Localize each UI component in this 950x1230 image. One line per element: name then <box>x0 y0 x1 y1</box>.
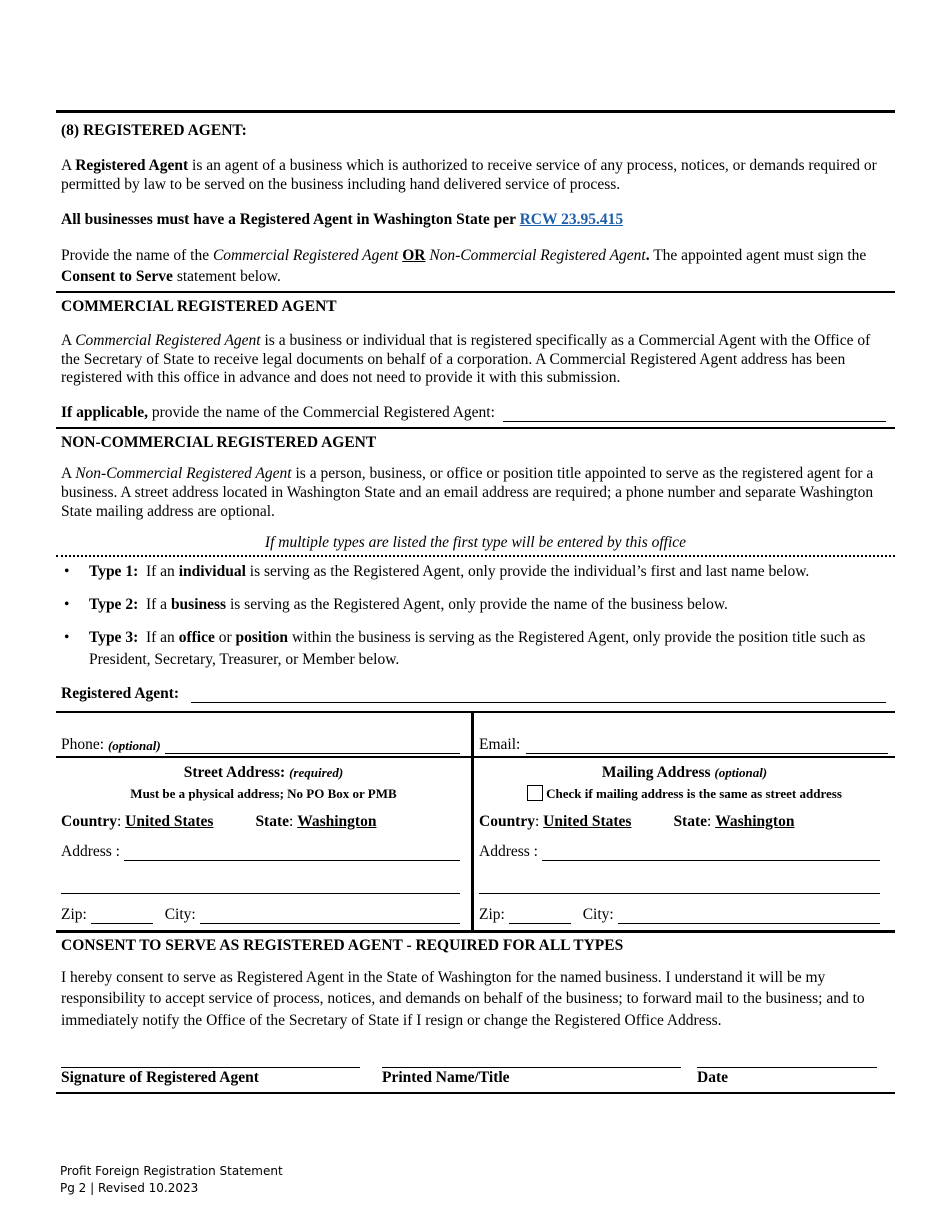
mailing-country-state: Country : United States State : Washington <box>479 812 795 830</box>
email-input[interactable] <box>526 739 888 754</box>
registered-agent-intro: A Registered Agent is an agent of a business which is authorized to receive service of any process, notices, or demands required or permitted by law to be served on the business including hand delivered service of process. <box>61 157 877 193</box>
mailing-address-input[interactable] <box>542 846 880 861</box>
mailing-zip-input[interactable] <box>509 909 571 924</box>
street-country-state: Country : United States State : Washington <box>61 812 377 830</box>
mailing-address-column <box>474 713 895 930</box>
provide-instructions: Provide the name of the Commercial Registered Agent OR Non-Commercial Registered Agent. The appointed agent must sign the Consent to Serve statement below. <box>61 247 867 285</box>
street-address-line2-input[interactable] <box>61 879 460 894</box>
same-address-checkbox[interactable] <box>527 785 543 801</box>
commercial-heading: COMMERCIAL REGISTERED AGENT <box>61 298 337 315</box>
commercial-description: A Commercial Registered Agent is a business or individual that is registered specifically as a Commercial Agent with the Office of the Secretary of State to receive legal documents on behalf of a corporation. A Commercial Registered Agent address has been registered with this office in advance and does not need to provide it with this submission. <box>61 332 871 386</box>
email-field: Email: <box>479 733 890 754</box>
address-grid <box>56 711 895 933</box>
mailing-address-field: Address : <box>479 843 890 861</box>
bottom-rule <box>56 1092 895 1094</box>
section-heading: (8) REGISTERED AGENT: <box>61 122 247 139</box>
signature-block <box>56 1047 895 1087</box>
commercial-agent-name-input[interactable] <box>503 407 886 422</box>
mailing-zip-city: Zip: City: <box>479 906 890 924</box>
form-name: Profit Foreign Registration Statement <box>60 1164 283 1178</box>
registered-agent-field: Registered Agent: <box>61 685 890 703</box>
phone-field: Phone: (optional) <box>61 733 466 754</box>
street-state-value: Washington <box>297 812 377 830</box>
same-address-option: Check if mailing address is the same as street address <box>479 784 890 803</box>
mailing-address-heading: Mailing Address (optional) <box>601 763 768 781</box>
registered-agent-form <box>56 110 895 1094</box>
page-number: Pg 2 | Revised 10.2023 <box>60 1181 199 1195</box>
consent-heading: CONSENT TO SERVE AS REGISTERED AGENT - REQUIRED FOR ALL TYPES <box>61 936 624 954</box>
street-country-value: United States <box>125 812 214 830</box>
street-address-field: Address : <box>61 843 466 861</box>
registered-agent-name-input[interactable] <box>191 688 886 703</box>
noncommercial-description: A Non-Commercial Registered Agent is a person, business, or office or position title appointed to serve as the registered agent for a business. A street address located in Washington State and an email address are required; a phone number and separate Washington State mailing address are optional. <box>61 464 874 520</box>
consent-statement: I hereby consent to serve as Registered Agent in the State of Washington for the named business. I understand it will be my responsibility to accept service of process, notices, and demands on behalf of the business; to forward mail to the business; and to immediately notify the Office of the Secretary of State if I resign or change the Registered Office Address. <box>61 968 865 1029</box>
street-address-input[interactable] <box>124 846 460 861</box>
date-input[interactable] <box>697 1047 877 1068</box>
printed-name-field: Printed Name/Title <box>382 1047 681 1087</box>
agent-types-list <box>61 561 890 671</box>
mailing-state-value: Washington <box>715 812 795 830</box>
street-zip-city: Zip: City: <box>61 906 466 924</box>
date-field: Date <box>697 1047 877 1087</box>
multiple-types-note: If multiple types are listed the first type will be entered by this office <box>264 533 687 551</box>
street-address-column <box>56 713 474 930</box>
mailing-city-input[interactable] <box>618 909 880 924</box>
signature-input[interactable] <box>61 1047 360 1068</box>
type-2-item: • Type 2: If a business is serving as the Registered Agent, only provide the name of the business below. <box>64 595 728 613</box>
phone-input[interactable] <box>165 739 460 754</box>
physical-address-note: Must be a physical address; No PO Box or PMB <box>130 785 397 801</box>
requirement-statement: All businesses must have a Registered Agent in Washington State per RCW 23.95.415 <box>61 211 624 228</box>
commercial-agent-field: If applicable, provide the name of the Commercial Registered Agent: <box>61 404 890 422</box>
rcw-link[interactable]: RCW 23.95.415 <box>519 211 624 228</box>
noncommercial-heading: NON-COMMERCIAL REGISTERED AGENT <box>61 433 377 451</box>
type-3-item: • Type 3: If an office or position within the business is serving as the Registered Agent, only provide the position title such as President, Secretary, Treasurer, or Member below. <box>64 628 866 668</box>
page-footer <box>60 1163 283 1197</box>
street-zip-input[interactable] <box>91 909 153 924</box>
mailing-address-line2-input[interactable] <box>479 879 880 894</box>
printed-name-input[interactable] <box>382 1047 681 1068</box>
street-city-input[interactable] <box>200 909 460 924</box>
type-1-item: • Type 1: If an individual is serving as the Registered Agent, only provide the individual’s first and last name below. <box>64 562 810 580</box>
mailing-country-value: United States <box>543 812 632 830</box>
signature-field: Signature of Registered Agent <box>61 1047 360 1087</box>
street-address-heading: Street Address: (required) <box>183 763 344 781</box>
